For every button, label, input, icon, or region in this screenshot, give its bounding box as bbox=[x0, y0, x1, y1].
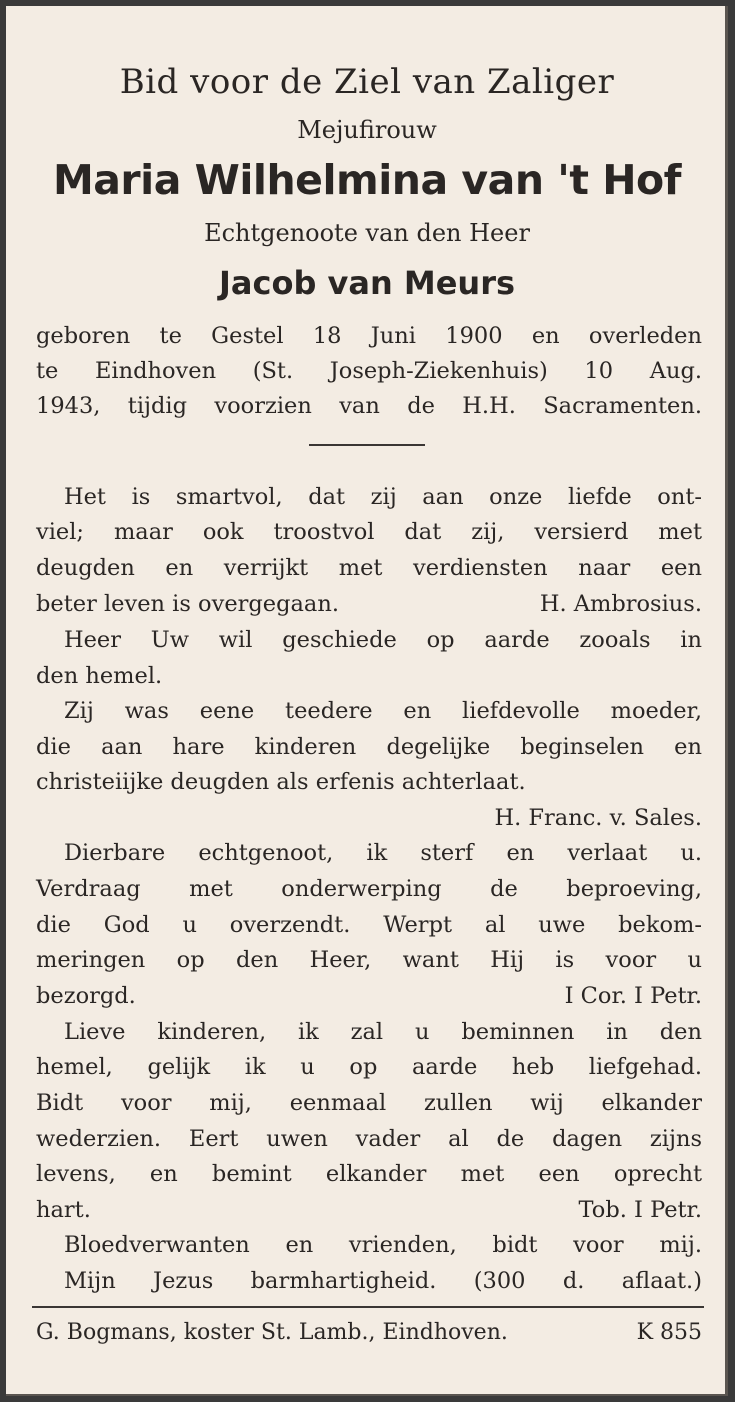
memorial-card bbox=[6, 6, 728, 1396]
text-line: die aan hare kinderen degelijke beginselen en bbox=[36, 734, 702, 760]
heading-prayer: Bid voor de Ziel van Zaliger bbox=[119, 62, 615, 102]
text-line: christeiijke deugden als erfenis achterlaat. bbox=[36, 769, 526, 795]
text-line: bezorgd. bbox=[36, 983, 136, 1009]
footer bbox=[36, 1320, 702, 1345]
footer-rule bbox=[32, 1306, 704, 1308]
text-line: Heer Uw wil geschiede op aarde zooals in bbox=[64, 627, 702, 653]
text-line: Dierbare echtgenoot, ik sterf en verlaat u. bbox=[64, 840, 702, 866]
spouse-intro: Echtgenoote van den Heer bbox=[204, 219, 530, 247]
text-line: Mijn Jezus barmhartigheid. (300 d. aflaat.) bbox=[64, 1268, 702, 1294]
attribution: H. Franc. v. Sales. bbox=[494, 805, 702, 831]
text-line: den hemel. bbox=[36, 663, 163, 689]
attribution: I Cor. I Petr. bbox=[564, 983, 702, 1009]
attribution: Tob. I Petr. bbox=[578, 1197, 702, 1223]
text-row bbox=[36, 979, 702, 1013]
printer-credit: G. Bogmans, koster St. Lamb., Eindhoven. bbox=[36, 1320, 508, 1345]
text-row bbox=[36, 1193, 702, 1227]
attribution: H. Ambrosius. bbox=[539, 591, 702, 617]
text-row bbox=[36, 765, 702, 799]
spouse-name: Jacob van Meurs bbox=[218, 264, 516, 302]
text-line: wederzien. Eert uwen vader al de dagen zijns bbox=[36, 1126, 702, 1152]
text-line: Bidt voor mij, eenmaal zullen wij elkander bbox=[36, 1090, 702, 1116]
card-code: K 855 bbox=[636, 1320, 702, 1345]
text-line: meringen op den Heer, want Hij is voor u bbox=[36, 947, 702, 973]
title-mejufrouw: Mejufirouw bbox=[297, 116, 437, 144]
text-line: Lieve kinderen, ik zal u beminnen in den bbox=[64, 1019, 702, 1045]
text-line: Bloedverwanten en vrienden, bidt voor mij. bbox=[64, 1232, 702, 1258]
text-line: Het is smartvol, dat zij aan onze liefde ont- bbox=[64, 484, 702, 510]
text-row bbox=[36, 587, 702, 621]
text-line: viel; maar ook troostvol dat zij, versierd met bbox=[36, 519, 702, 545]
bio-line: te Eindhoven (St. Joseph-Ziekenhuis) 10 Aug. bbox=[36, 358, 702, 384]
deceased-name: Maria Wilhelmina van 't Hof bbox=[52, 156, 682, 204]
separator-line bbox=[309, 444, 425, 446]
text-line: deugden en verrijkt met verdiensten naar een bbox=[36, 555, 702, 581]
text-line: Zij was eene teedere en liefdevolle moeder, bbox=[64, 698, 702, 724]
text-line: Verdraag met onderwerping de beproeving, bbox=[36, 876, 702, 902]
text-line: levens, en bemint elkander met een oprecht bbox=[36, 1161, 702, 1187]
bio-line: 1943, tijdig voorzien van de H.H. Sacramenten. bbox=[36, 393, 702, 419]
text-line: die God u overzendt. Werpt al uwe bekom- bbox=[36, 912, 702, 938]
text-row bbox=[36, 659, 702, 693]
text-line: hemel, gelijk ik u op aarde heb liefgehad. bbox=[36, 1054, 702, 1080]
text-line: beter leven is overgegaan. bbox=[36, 591, 339, 617]
text-line: hart. bbox=[36, 1197, 91, 1223]
bio-line: geboren te Gestel 18 Juni 1900 en overleden bbox=[36, 323, 702, 349]
